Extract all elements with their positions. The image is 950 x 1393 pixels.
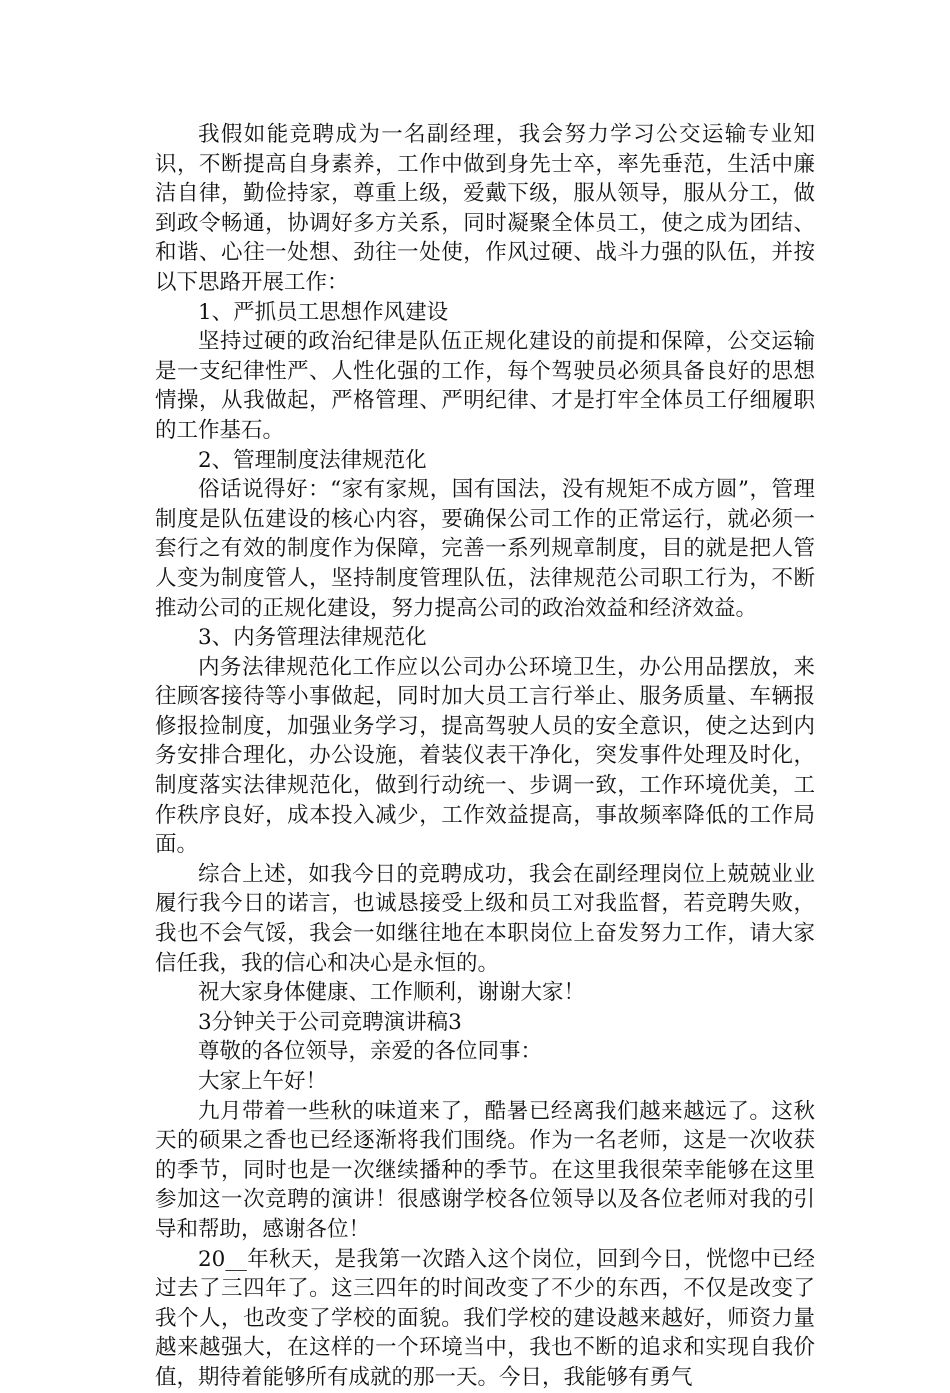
heading-item-2: 2、管理制度法律规范化	[198, 447, 427, 473]
paragraph-item-3: 内务法律规范化工作应以公司办公环境卫生，办公用品摆放，来往顾客接待等小事做起，同时加大员工言行举止、服务质量、车辆报修报捡制度，加强业务学习，提高驾驶人员的安全意识，使之达到内务安排合理化，办公设施，着装仪表干净化，突发事件处理及时化，制度落实法律规范化，做到行动统一、步调一致，工作环境优美，工作秩序良好，成本投入减少，工作效益提高，事故频率降低的工作局面。	[155, 654, 815, 858]
paragraph-wishes: 祝大家身体健康、工作顺利，谢谢大家！	[198, 980, 586, 1006]
document-body	[155, 120, 815, 1393]
paragraph-intro: 我假如能竞聘成为一名副经理，我会努力学习公交运输专业知识，不断提高自身素养，工作中做到身先士卒，率先垂范，生活中廉洁自律，勤俭持家，尊重上级，爱戴下级，服从领导，服从分工，做到政令畅通，协调好多方关系，同时凝聚全体员工，使之成为团结、和谐、心往一处想、劲往一处使，作风过硬、战斗力强的队伍，并按以下思路开展工作：	[155, 122, 815, 295]
heading-item-3: 3、内务管理法律规范化	[198, 625, 427, 651]
salutation: 尊敬的各位领导，亲爱的各位同事：	[198, 1039, 543, 1065]
heading-item-1: 1、严抓员工思想作风建设	[198, 299, 449, 325]
paragraph-item-2: 俗话说得好：“家有家规，国有国法，没有规矩不成方圆”，管理制度是队伍建设的核心内容，要确保公司工作的正常运行，就必须一套行之有效的制度作为保障，完善一系列规章制度，目的就是把人管人变为制度管人，坚持制度管理队伍，法律规范公司职工行为，不断推动公司的正规化建设，努力提高公司的政治效益和经济效益。	[155, 477, 815, 621]
paragraph-summary: 综合上述，如我今日的竞聘成功，我会在副经理岗位上兢兢业业履行我今日的诺言，也诚恳接受上级和员工对我监督，若竞聘失败，我也不会气馁，我会一如继往地在本职岗位上奋发努力工作，请大家信任我，我的信心和决心是永恒的。	[155, 861, 815, 976]
paragraph-autumn: 九月带着一些秋的味道来了，酷暑已经离我们越来越远了。这秋天的硕果之香也已经逐渐将我们围绕。作为一名老师，这是一次收获的季节，同时也是一次继续播种的季节。在这里我很荣幸能够在这里参加这一次竞聘的演讲！很感谢学校各位领导以及各位老师对我的引导和帮助，感谢各位！	[155, 1098, 815, 1242]
greeting: 大家上午好！	[198, 1069, 328, 1094]
paragraph-item-1: 坚持过硬的政治纪律是队伍正规化建设的前提和保障，公交运输是一支纪律性严、人性化强的工作，每个驾驶员必须具备良好的思想情操，从我做起，严格管理、严明纪律、才是打牢全体员工仔细履职的工作基石。	[155, 329, 815, 443]
paragraph-career: 20__年秋天，是我第一次踏入这个岗位，回到今日，恍惚中已经过去了三四年了。这三四年的时间改变了不少的东西，不仅是改变了我个人，也改变了学校的面貌。我们学校的建设越来越好，师资力量越来越强大，在这样的一个环境当中，我也不断的追求和实现自我价值，期待着能够所有成就的那一天。今日，我能够有勇气	[155, 1246, 815, 1390]
section-title: 3分钟关于公司竞聘演讲稿3	[198, 1009, 462, 1035]
